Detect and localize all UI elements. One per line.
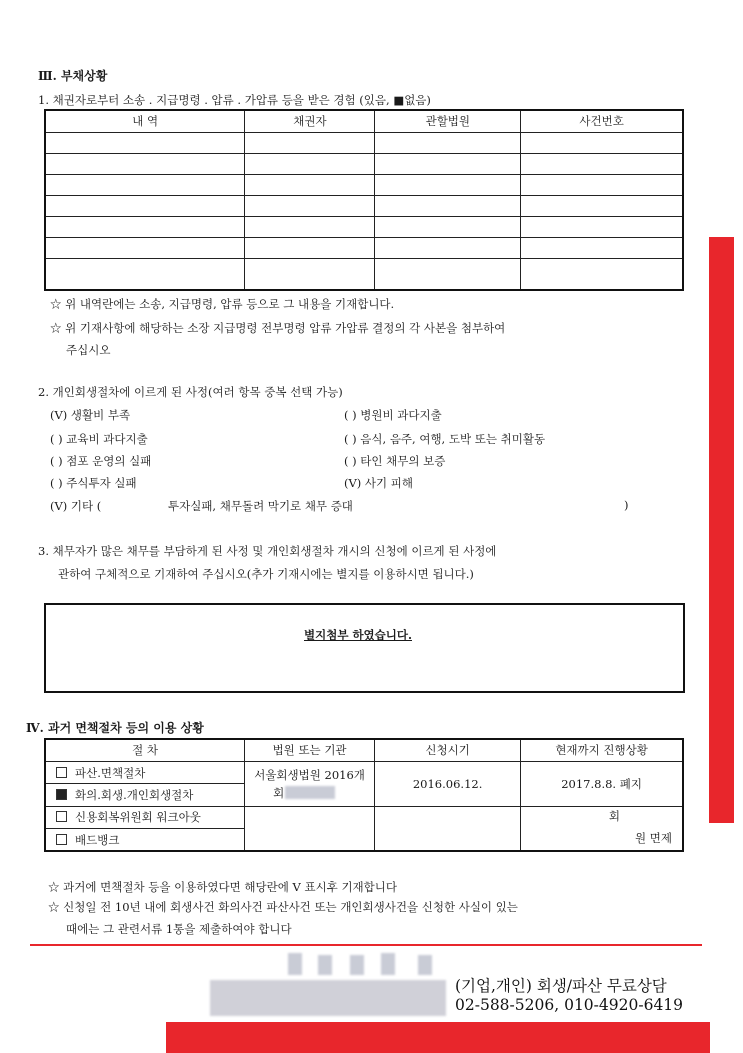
option-store-failure: ( ) 점포 운영의 실패 bbox=[50, 454, 152, 468]
red-side-bar bbox=[709, 237, 734, 823]
col-header-apply-date: 신청시기 bbox=[375, 739, 521, 761]
blurred-logo-part bbox=[418, 955, 432, 975]
table-row bbox=[45, 153, 683, 174]
option-education-cost: ( ) 교육비 과다지출 bbox=[50, 432, 148, 446]
blurred-logo-part bbox=[318, 955, 332, 975]
option-leisure: ( ) 음식, 음주, 여행, 도박 또는 취미활동 bbox=[344, 432, 546, 446]
table-row bbox=[45, 806, 683, 828]
procedure-bankruptcy-label: 파산.면책절차 bbox=[75, 765, 146, 780]
question-3-cont: 관하여 구체적으로 기재하여 주십시오(추가 기재시에는 별지를 이용하시면 됩니다.) bbox=[58, 567, 474, 581]
option-guarantee: ( ) 타인 채무의 보증 bbox=[344, 454, 446, 468]
col-header-creditor: 채권자 bbox=[245, 110, 375, 132]
checkbox-bankruptcy[interactable] bbox=[56, 767, 67, 778]
court-case-suffix: 회 bbox=[273, 785, 285, 800]
option-other-prefix: (V) 기타 ( bbox=[50, 499, 102, 513]
red-bottom-bar bbox=[166, 1022, 710, 1053]
note-10-years-cont: 때에는 그 관련서류 1통을 제출하여야 합니다 bbox=[66, 922, 292, 936]
note-past-procedures: ☆ 과거에 면책절차 등을 이용하였다면 해당란에 V 표시후 기재합니다 bbox=[48, 880, 397, 894]
status-hoe: 회 bbox=[608, 808, 620, 823]
detail-box bbox=[44, 603, 685, 693]
table-row bbox=[45, 174, 683, 195]
option-living-cost: (V) 생활비 부족 bbox=[50, 408, 131, 422]
blurred-logo-part bbox=[350, 955, 364, 975]
note-attach-copies: ☆ 위 기재사항에 해당하는 소장 지급명령 전부명령 압류 가압류 결정의 각 사본을 첨부하여 bbox=[50, 321, 506, 335]
section-4-title: Ⅳ. 과거 면책절차 등의 이용 상황 bbox=[26, 721, 204, 735]
col-header-procedure: 절 차 bbox=[45, 739, 245, 761]
col-header-institution: 법원 또는 기관 bbox=[245, 739, 375, 761]
checkbox-badbank[interactable] bbox=[56, 834, 67, 845]
col-header-case-no: 사건번호 bbox=[521, 110, 683, 132]
option-hospital-cost: ( ) 병원비 과다지출 bbox=[344, 408, 442, 422]
attachment-note: 별지첨부 하였습니다. bbox=[304, 628, 412, 642]
note-10-years: ☆ 신청일 전 10년 내에 회생사건 화의사건 파산사건 또는 개인회생사건을 신청한 사실이 있는 bbox=[48, 900, 518, 914]
debt-lawsuit-table bbox=[44, 109, 684, 291]
checkbox-workout[interactable] bbox=[56, 811, 67, 822]
col-header-court: 관할법원 bbox=[375, 110, 521, 132]
blurred-logo-part bbox=[381, 953, 395, 975]
question-2: 2. 개인회생절차에 이르게 된 사정(여러 항목 중복 선택 가능) bbox=[38, 385, 343, 399]
red-divider-line bbox=[30, 944, 702, 946]
past-procedures-table bbox=[44, 738, 684, 852]
table-row bbox=[45, 216, 683, 237]
note-attach-copies-cont: 주십시오 bbox=[66, 343, 111, 357]
blurred-logo-part bbox=[288, 953, 302, 975]
table-row bbox=[45, 761, 683, 783]
procedure-badbank-label: 배드뱅크 bbox=[75, 832, 120, 847]
col-header-detail: 내 역 bbox=[45, 110, 245, 132]
section-3-title: Ⅲ. 부채상황 bbox=[38, 69, 108, 83]
procedure-workout-label: 신용회복위원회 워크아웃 bbox=[75, 810, 201, 825]
procedure-rehabilitation-label: 화의.회생.개인회생절차 bbox=[75, 787, 194, 802]
table-row bbox=[45, 258, 683, 290]
option-other-text: 투자실패, 채무돌려 막기로 채무 증대 bbox=[168, 499, 353, 513]
table-row bbox=[45, 132, 683, 153]
table-row bbox=[45, 195, 683, 216]
note-table-content: ☆ 위 내역란에는 소송, 지급명령, 압류 등으로 그 내용을 기재합니다. bbox=[50, 297, 395, 311]
option-fraud: (V) 사기 피해 bbox=[344, 476, 414, 490]
footer-phone-numbers: 02-588-5206, 010-4920-6419 bbox=[455, 996, 684, 1014]
checkbox-rehabilitation[interactable] bbox=[56, 789, 67, 800]
footer-consult-title: (기업,개인) 회생/파산 무료상담 bbox=[455, 977, 667, 995]
court-name: 서울회생법원 2016개 bbox=[254, 767, 365, 782]
table-row bbox=[45, 237, 683, 258]
question-1: 1. 채권자로부터 소송 . 지급명령 . 압류 . 가압류 등을 받은 경험 (있음, ■없음) bbox=[38, 93, 431, 107]
status-value: 2017.8.8. 폐지 bbox=[521, 761, 683, 806]
apply-date: 2016.06.12. bbox=[375, 761, 521, 806]
col-header-status: 현재까지 진행상황 bbox=[521, 739, 683, 761]
question-3: 3. 채무자가 많은 채무를 부담하게 된 사정 및 개인회생절차 개시의 신청에 이르게 된 사정에 bbox=[38, 544, 497, 558]
blurred-logo-text bbox=[210, 980, 446, 1016]
status-exempt: 원 면제 bbox=[635, 830, 672, 845]
option-other-suffix: ) bbox=[624, 498, 629, 512]
redacted-case-number bbox=[285, 786, 335, 799]
option-stock-failure: ( ) 주식투자 실패 bbox=[50, 476, 137, 490]
